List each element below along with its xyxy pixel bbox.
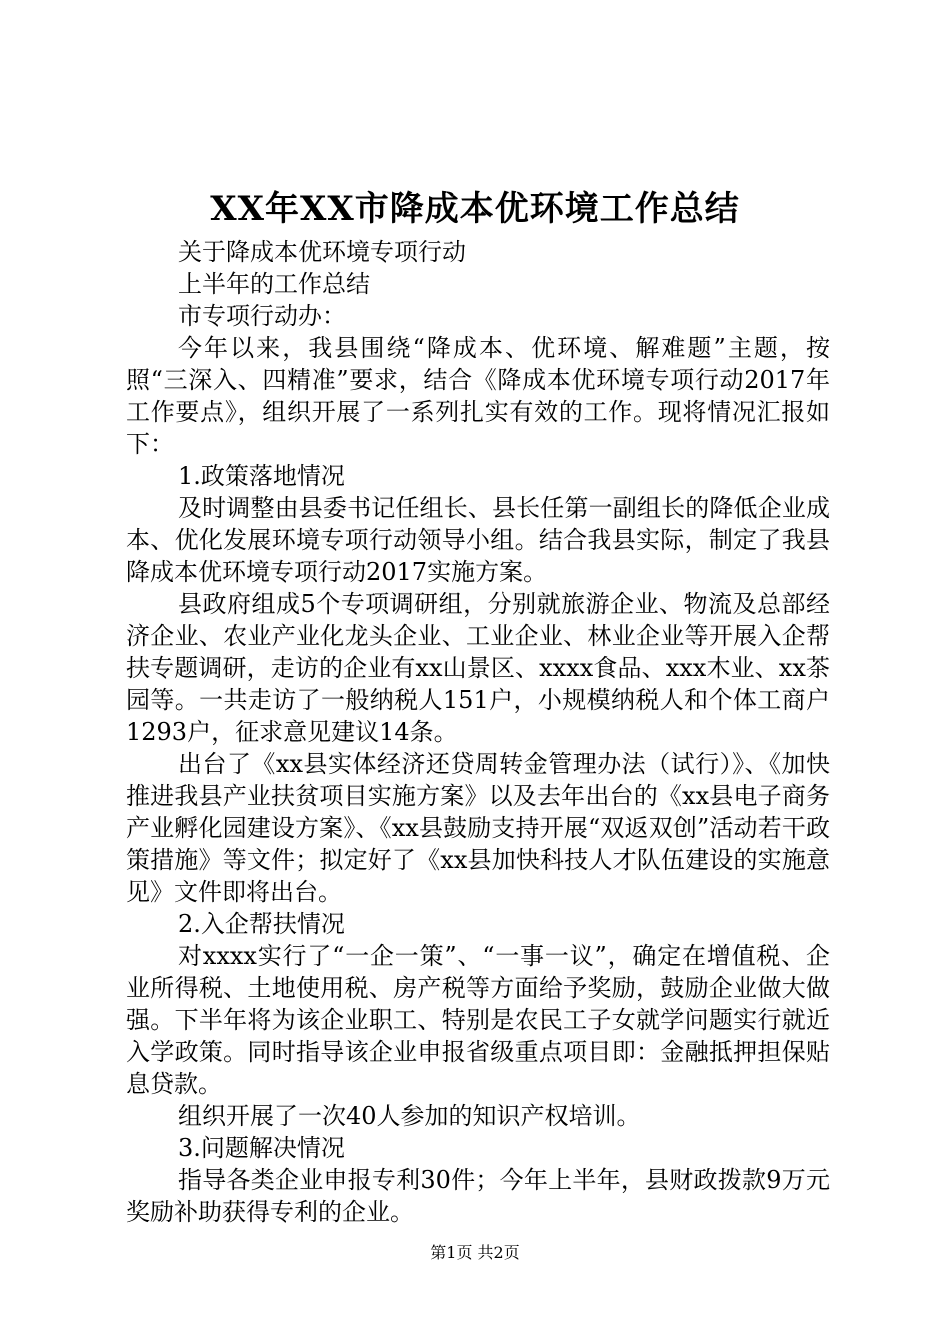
paragraph: 对xxxx实行了“一企一策”、“一事一议”，确定在增值税、企业所得税、土地使用税、房产税等方面给予奖励，鼓励企业做大做强。下半年将为该企业职工、特别是农民工子女就学问题实行就近入学政策。同时指导该企业申报省级重点项目即：金融抵押担保贴息贷款。 xyxy=(126,942,830,1098)
document-title: XX年XX市降成本优环境工作总结 xyxy=(210,189,740,229)
section-heading: 1.政策落地情况 xyxy=(178,462,345,490)
paragraph: 今年以来，我县围绕“降成本、优环境、解难题”主题，按照“三深入、四精准”要求，结合《降成本优环境专项行动2017年工作要点》，组织开展了一系列扎实有效的工作。现将情况汇报如下： xyxy=(126,334,830,458)
paragraph: 组织开展了一次40人参加的知识产权培训。 xyxy=(178,1102,641,1130)
section-heading: 2.入企帮扶情况 xyxy=(178,910,345,938)
section-heading: 3.问题解决情况 xyxy=(178,1134,345,1162)
page-footer: 第1页 共2页 xyxy=(430,1243,520,1262)
paragraph: 市专项行动办： xyxy=(178,302,346,330)
paragraph: 县政府组成5个专项调研组，分别就旅游企业、物流及总部经济企业、农业产业化龙头企业、工业企业、林业企业等开展入企帮扶专题调研，走访的企业有xx山景区、xxxx食品、xxx木业、xx茶园等。一共走访了一般纳税人151户，小规模纳税人和个体工商户1293户，征求意见建议14条。 xyxy=(126,590,830,746)
paragraph: 关于降成本优环境专项行动 xyxy=(178,238,466,266)
paragraph: 出台了《xx县实体经济还贷周转金管理办法（试行）》、《加快推进我县产业扶贫项目实施方案》以及去年出台的《xx县电子商务产业孵化园建设方案》、《xx县鼓励支持开展“双返双创”活动若干政策措施》等文件；拟定好了《xx县加快科技人才队伍建设的实施意见》文件即将出台。 xyxy=(126,750,830,906)
paragraph: 上半年的工作总结 xyxy=(178,270,370,298)
document-body xyxy=(126,236,830,1228)
paragraph: 指导各类企业申报专利30件；今年上半年，县财政拨款9万元奖励补助获得专利的企业。 xyxy=(126,1166,830,1226)
paragraph: 及时调整由县委书记任组长、县长任第一副组长的降低企业成本、优化发展环境专项行动领导小组。结合我县实际，制定了我县降成本优环境专项行动2017实施方案。 xyxy=(126,494,830,586)
